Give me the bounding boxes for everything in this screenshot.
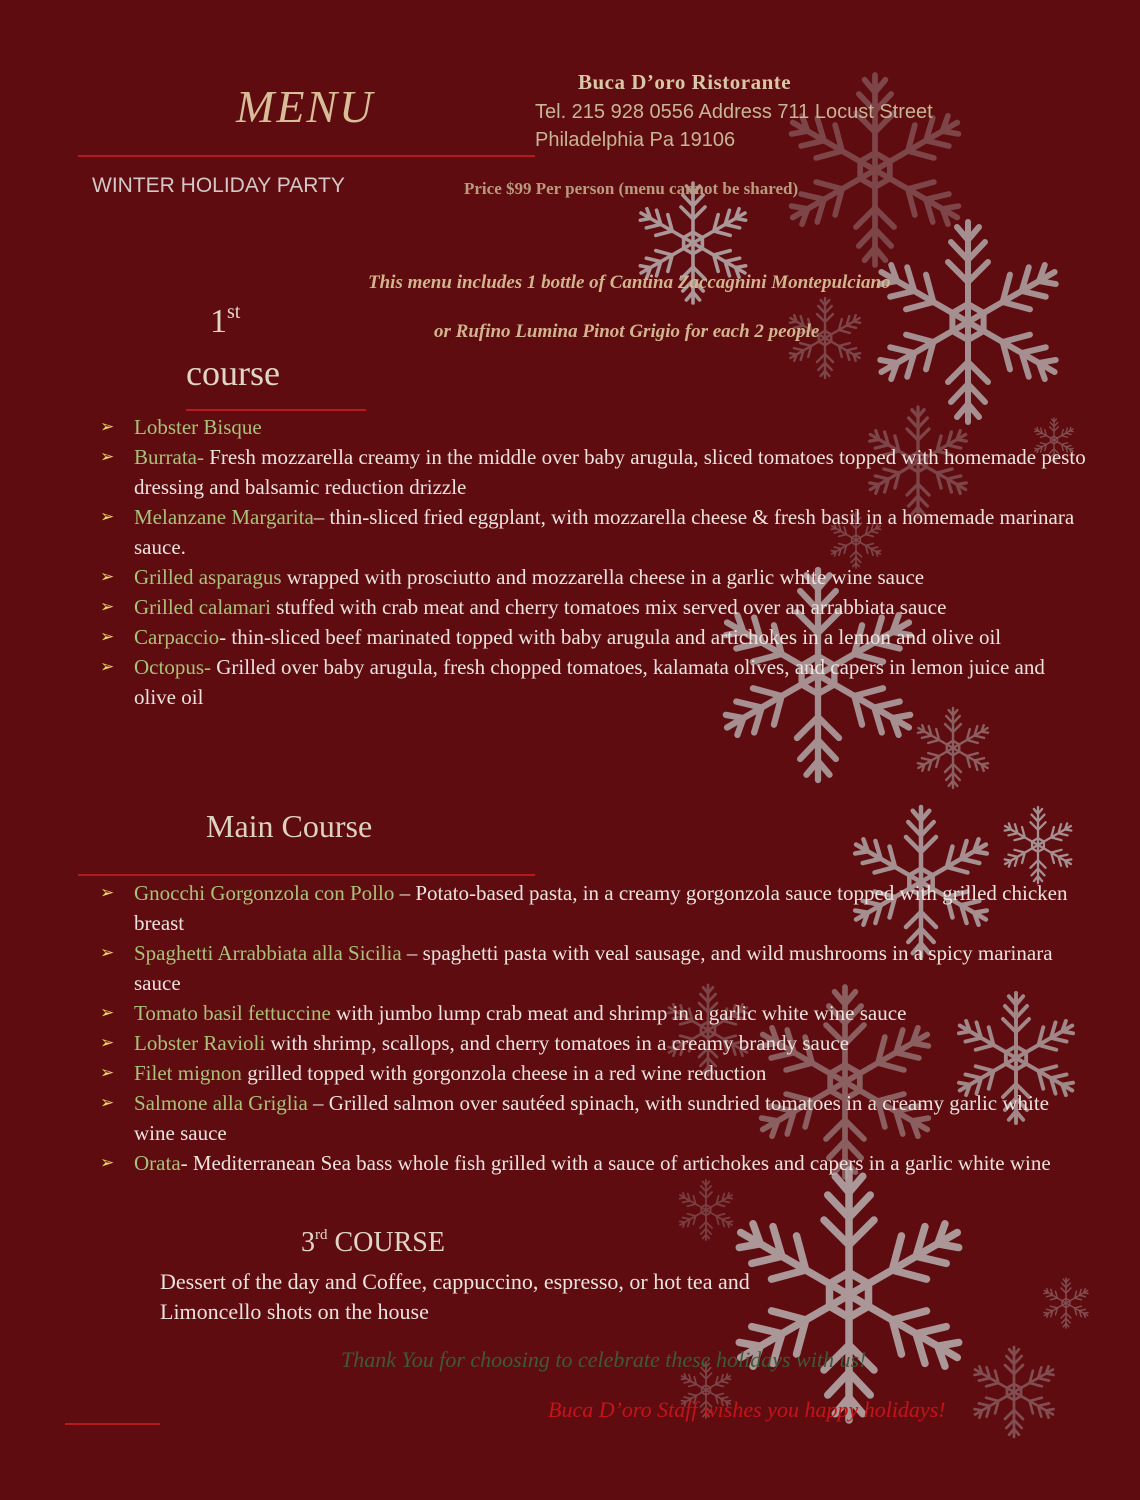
dish-name: Lobster Bisque xyxy=(134,415,262,439)
footer-divider xyxy=(65,1423,160,1425)
first-course-list xyxy=(100,412,1090,712)
header-divider xyxy=(78,155,535,157)
restaurant-city: Philadelphia Pa 19106 xyxy=(535,129,736,151)
event-title: WINTER HOLIDAY PARTY xyxy=(92,174,345,197)
main-course-heading: Main Course xyxy=(206,808,373,844)
list-item xyxy=(100,878,1090,938)
holiday-wishes: Buca D’oro Staff wishes you happy holidays! xyxy=(548,1397,946,1422)
price-note: Price $99 Per person (menu cannot be shared) xyxy=(464,179,799,198)
list-item xyxy=(100,1028,1090,1058)
main-course-list xyxy=(100,878,1090,1178)
dish-description: – thin-sliced fried eggplant, with mozzarella cheese & fresh basil in a homemade marinara sauce. xyxy=(134,505,1075,559)
dish-name: Orata xyxy=(134,1151,181,1175)
arrow-bullet-icon: ➢ xyxy=(100,943,115,962)
dish-name: Carpaccio xyxy=(134,625,220,649)
snowflake-icon xyxy=(1001,807,1074,883)
list-item xyxy=(100,592,1090,622)
wine-note-line-1: This menu includes 1 bottle of Cantina Zaccagnini Montepulciano xyxy=(368,272,891,293)
dish-description: grilled topped with gorgonzola cheese in a red wine reduction xyxy=(241,1061,767,1085)
first-course-divider xyxy=(186,409,366,411)
arrow-bullet-icon: ➢ xyxy=(100,1063,115,1082)
dish-name: Burrata- xyxy=(134,445,204,469)
first-course-heading-number: 1st xyxy=(210,301,241,340)
main-course-divider xyxy=(78,874,535,876)
list-item xyxy=(100,502,1090,562)
dish-description: wrapped with prosciutto and mozzarella cheese in a garlic white wine sauce xyxy=(281,565,925,589)
arrow-bullet-icon: ➢ xyxy=(100,1033,115,1052)
dish-description: stuffed with crab meat and cherry tomatoes mix served over an arrabbiata sauce xyxy=(271,595,947,619)
dish-name: Filet mignon xyxy=(134,1061,242,1085)
arrow-bullet-icon: ➢ xyxy=(100,507,115,526)
list-item xyxy=(100,1088,1090,1148)
list-item xyxy=(100,442,1090,502)
dish-description: – Grilled salmon over sautéed spinach, with sundried tomatoes in a creamy garlic white wine sauce xyxy=(134,1091,1050,1145)
restaurant-contact: Tel. 215 928 0556 Address 711 Locust Street xyxy=(535,101,933,123)
dish-name: Lobster Ravioli xyxy=(134,1031,266,1055)
dessert-line-1: Dessert of the day and Coffee, cappuccino, espresso, or hot tea and xyxy=(160,1269,750,1294)
list-item xyxy=(100,938,1090,998)
dish-name: Grilled asparagus xyxy=(134,565,282,589)
dish-description: - Mediterranean Sea bass whole fish grilled with a sauce of artichokes and capers in a garlic white wine xyxy=(180,1151,1051,1175)
snowflake-icon xyxy=(728,1170,970,1420)
arrow-bullet-icon: ➢ xyxy=(100,417,115,436)
arrow-bullet-icon: ➢ xyxy=(100,597,115,616)
dish-name: Melanzane Margarita xyxy=(134,505,314,529)
thank-you-note: Thank You for choosing to celebrate these holidays with us! xyxy=(341,1347,867,1372)
list-item xyxy=(100,652,1090,712)
dish-description: – Potato-based pasta, in a creamy gorgonzola sauce topped with grilled chicken breast xyxy=(134,881,1068,935)
dish-name: Gnocchi Gorgonzola con Pollo xyxy=(134,881,395,905)
snowflake-icon xyxy=(971,1347,1058,1437)
dish-name: Spaghetti Arrabbiata alla Sicilia xyxy=(134,941,402,965)
dish-name: Octopus- xyxy=(134,655,211,679)
arrow-bullet-icon: ➢ xyxy=(100,567,115,586)
first-course-heading: course xyxy=(186,353,280,393)
snowflake-icon xyxy=(871,222,1064,422)
dish-description: with shrimp, scallops, and cherry tomatoes in a creamy brandy sauce xyxy=(265,1031,849,1055)
restaurant-name: Buca D’oro Ristorante xyxy=(578,70,792,94)
arrow-bullet-icon: ➢ xyxy=(100,627,115,646)
snowflake-icon xyxy=(914,708,991,788)
dish-description: - thin-sliced beef marinated topped with baby arugula and artichokes in a lemon and olive oil xyxy=(219,625,1002,649)
list-item xyxy=(100,412,1090,442)
list-item xyxy=(100,622,1090,652)
arrow-bullet-icon: ➢ xyxy=(100,1153,115,1172)
wine-note-line-2: or Rufino Lumina Pinot Grigio for each 2 people xyxy=(434,321,820,342)
snowflake-icon xyxy=(1042,1278,1090,1328)
dessert-line-2: Limoncello shots on the house xyxy=(160,1299,429,1324)
dish-description: – spaghetti pasta with veal sausage, and wild mushrooms in a spicy marinara sauce xyxy=(134,941,1053,995)
list-item xyxy=(100,562,1090,592)
list-item xyxy=(100,1148,1090,1178)
arrow-bullet-icon: ➢ xyxy=(100,883,115,902)
dish-name: Salmone alla Griglia xyxy=(134,1091,308,1115)
arrow-bullet-icon: ➢ xyxy=(100,657,115,676)
snowflake-icon xyxy=(677,1180,735,1240)
list-item xyxy=(100,998,1090,1028)
dish-name: Grilled calamari xyxy=(134,595,272,619)
dish-description: with jumbo lump crab meat and shrimp in a garlic white wine sauce xyxy=(330,1001,907,1025)
arrow-bullet-icon: ➢ xyxy=(100,1003,115,1022)
arrow-bullet-icon: ➢ xyxy=(100,447,115,466)
menu-title: MENU xyxy=(236,81,375,132)
dish-description: Fresh mozzarella creamy in the middle over baby arugula, sliced tomatoes topped with homemade pesto dressing and balsamic reduction drizzle xyxy=(134,445,1086,499)
third-course-heading: 3rd COURSE xyxy=(301,1227,445,1258)
third-course-description xyxy=(160,1267,750,1327)
list-item xyxy=(100,1058,1090,1088)
dish-description: Grilled over baby arugula, fresh chopped tomatoes, kalamata olives, and capers in lemon juice and olive oil xyxy=(134,655,1045,709)
arrow-bullet-icon: ➢ xyxy=(100,1093,115,1112)
dish-name: Tomato basil fettuccine xyxy=(134,1001,331,1025)
